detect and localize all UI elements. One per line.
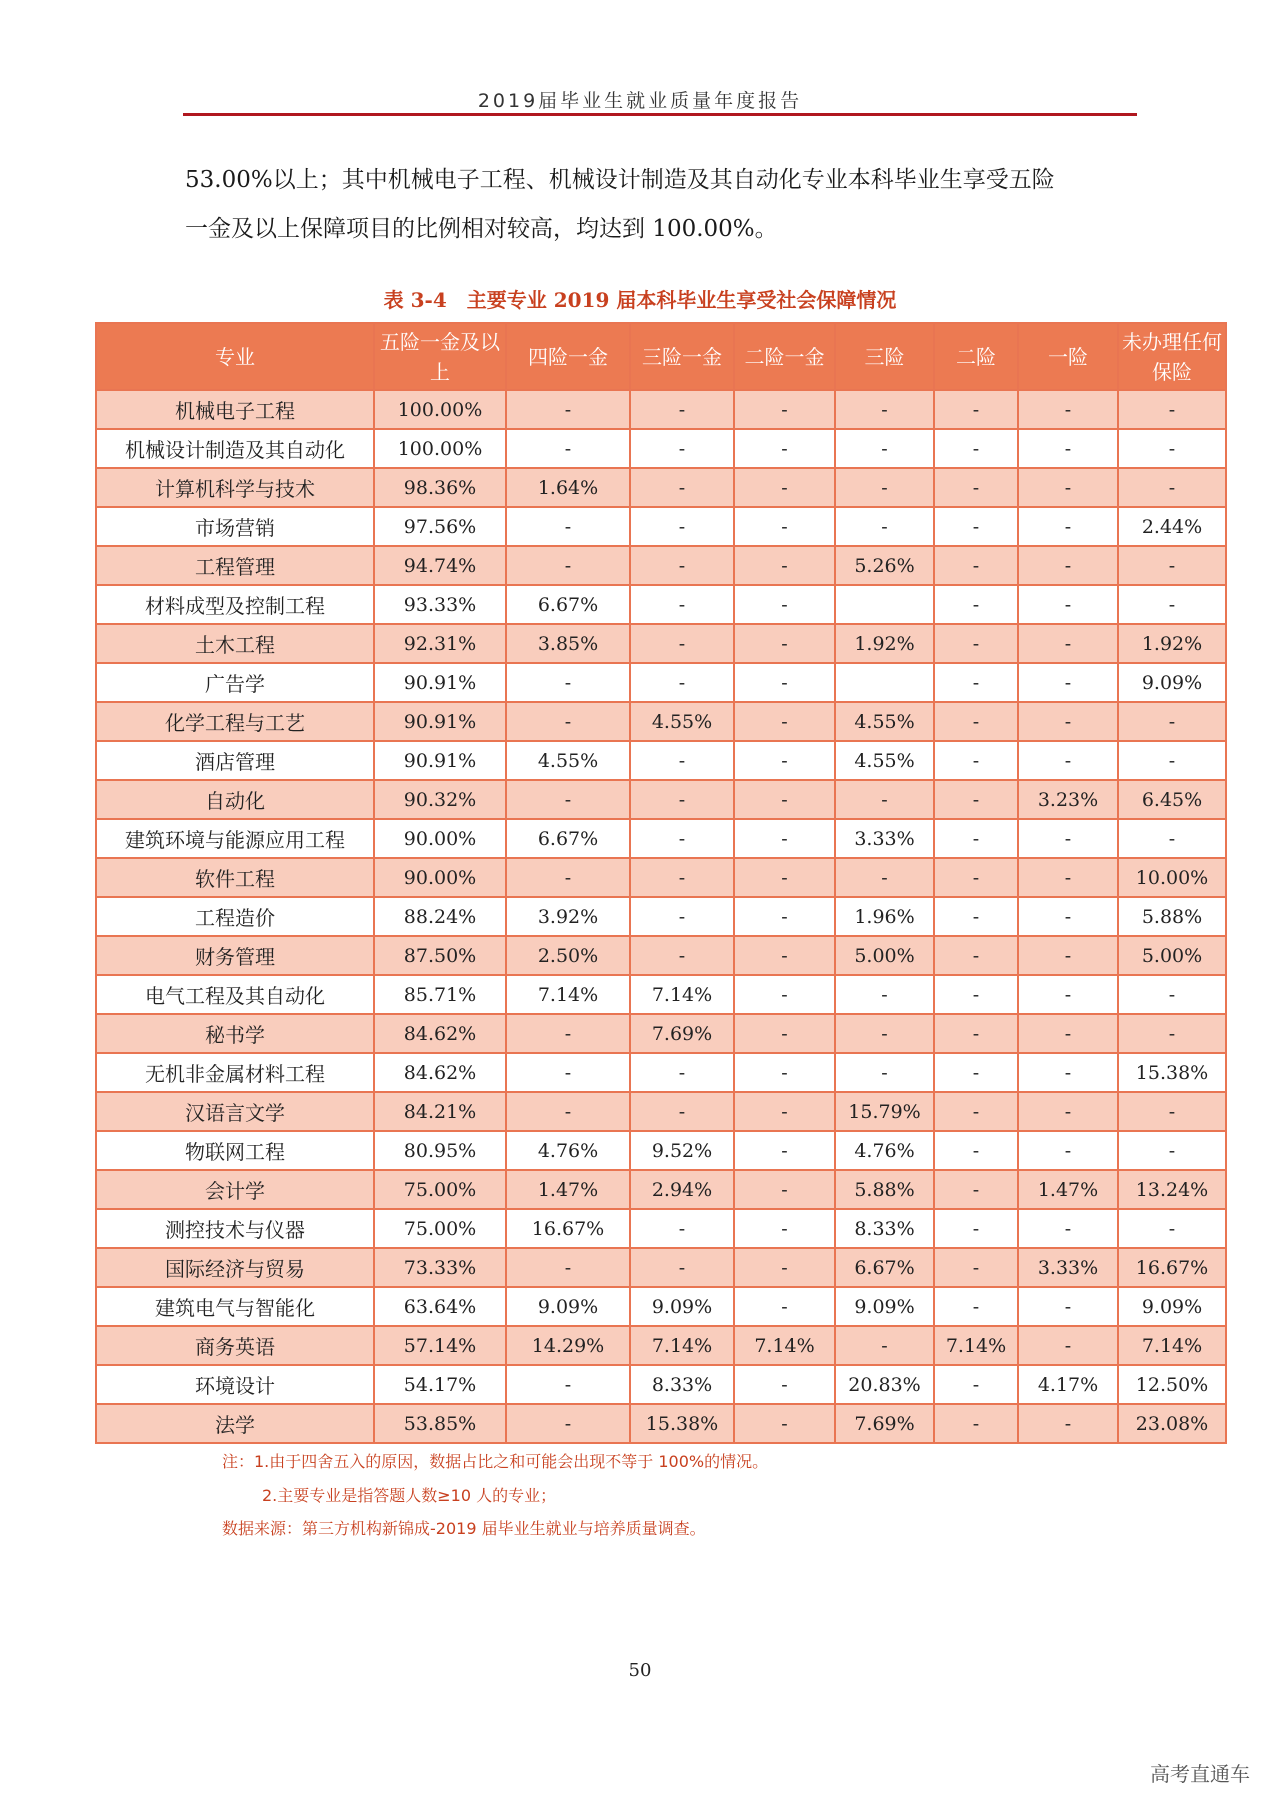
table-row: [96, 1053, 1226, 1092]
value-cell: -: [835, 1053, 934, 1092]
value-cell: -: [1118, 819, 1226, 858]
column-header: 专业: [96, 323, 374, 390]
value-cell: -: [1118, 975, 1226, 1014]
value-cell: 84.62%: [374, 1053, 506, 1092]
table-row: [96, 741, 1226, 780]
value-cell: 14.29%: [506, 1326, 630, 1365]
table-row: [96, 1209, 1226, 1248]
column-header: 一险: [1018, 323, 1118, 390]
value-cell: -: [630, 585, 734, 624]
value-cell: -: [1018, 975, 1118, 1014]
major-name-cell: 化学工程与工艺: [96, 702, 374, 741]
value-cell: 93.33%: [374, 585, 506, 624]
value-cell: -: [835, 858, 934, 897]
value-cell: -: [934, 741, 1018, 780]
value-cell: -: [934, 819, 1018, 858]
value-cell: -: [734, 507, 835, 546]
value-cell: -: [734, 1404, 835, 1443]
value-cell: -: [835, 975, 934, 1014]
value-cell: 15.38%: [1118, 1053, 1226, 1092]
value-cell: -: [1018, 585, 1118, 624]
value-cell: -: [734, 1053, 835, 1092]
value-cell: -: [506, 1092, 630, 1131]
value-cell: 1.47%: [1018, 1170, 1118, 1209]
value-cell: 9.09%: [1118, 663, 1226, 702]
value-cell: 57.14%: [374, 1326, 506, 1365]
table-row: [96, 1170, 1226, 1209]
column-header: 二险一金: [734, 323, 835, 390]
value-cell: -: [630, 429, 734, 468]
value-cell: -: [630, 858, 734, 897]
value-cell: 2.94%: [630, 1170, 734, 1209]
value-cell: -: [734, 936, 835, 975]
column-header: 四险一金: [506, 323, 630, 390]
value-cell: -: [1018, 468, 1118, 507]
value-cell: -: [734, 702, 835, 741]
major-name-cell: 无机非金属材料工程: [96, 1053, 374, 1092]
table-row: [96, 1287, 1226, 1326]
value-cell: -: [934, 936, 1018, 975]
value-cell: -: [835, 1014, 934, 1053]
table-row: [96, 897, 1226, 936]
major-name-cell: 工程造价: [96, 897, 374, 936]
value-cell: -: [1118, 1092, 1226, 1131]
value-cell: -: [506, 1014, 630, 1053]
body-paragraph-line-2: 一金及以上保障项目的比例相对较高，均达到 100.00%。: [185, 216, 778, 242]
value-cell: 5.26%: [835, 546, 934, 585]
value-cell: -: [630, 1248, 734, 1287]
major-name-cell: 商务英语: [96, 1326, 374, 1365]
value-cell: -: [630, 1092, 734, 1131]
value-cell: -: [934, 1404, 1018, 1443]
value-cell: -: [1018, 897, 1118, 936]
value-cell: -: [1018, 1326, 1118, 1365]
table-row: [96, 663, 1226, 702]
value-cell: -: [630, 819, 734, 858]
table-body: [96, 390, 1226, 1443]
value-cell: 5.00%: [1118, 936, 1226, 975]
column-header: 未办理任何保险: [1118, 323, 1226, 390]
table-row: [96, 1092, 1226, 1131]
table-row: [96, 1365, 1226, 1404]
value-cell: 98.36%: [374, 468, 506, 507]
value-cell: [835, 663, 934, 702]
major-name-cell: 物联网工程: [96, 1131, 374, 1170]
value-cell: 1.47%: [506, 1170, 630, 1209]
value-cell: -: [506, 1365, 630, 1404]
major-name-cell: 测控技术与仪器: [96, 1209, 374, 1248]
value-cell: -: [506, 858, 630, 897]
table-row: [96, 780, 1226, 819]
major-name-cell: 软件工程: [96, 858, 374, 897]
value-cell: 75.00%: [374, 1209, 506, 1248]
major-name-cell: 汉语言文学: [96, 1092, 374, 1131]
value-cell: -: [630, 1209, 734, 1248]
table-note-1: 注：1.由于四舍五入的原因，数据占比之和可能会出现不等于 100%的情况。: [222, 1452, 769, 1471]
major-name-cell: 土木工程: [96, 624, 374, 663]
value-cell: -: [934, 975, 1018, 1014]
value-cell: 94.74%: [374, 546, 506, 585]
table-row: [96, 1404, 1226, 1443]
value-cell: -: [734, 468, 835, 507]
value-cell: 4.76%: [835, 1131, 934, 1170]
social-security-table: [95, 322, 1227, 1444]
value-cell: -: [734, 975, 835, 1014]
value-cell: -: [934, 1287, 1018, 1326]
value-cell: -: [734, 390, 835, 429]
value-cell: 90.91%: [374, 741, 506, 780]
watermark: 高考直通车: [1150, 1762, 1250, 1786]
value-cell: 4.76%: [506, 1131, 630, 1170]
table-row: [96, 429, 1226, 468]
value-cell: 7.14%: [934, 1326, 1018, 1365]
value-cell: 85.71%: [374, 975, 506, 1014]
value-cell: 5.88%: [1118, 897, 1226, 936]
value-cell: 10.00%: [1118, 858, 1226, 897]
value-cell: -: [630, 468, 734, 507]
value-cell: 4.55%: [630, 702, 734, 741]
value-cell: -: [1018, 624, 1118, 663]
major-name-cell: 建筑电气与智能化: [96, 1287, 374, 1326]
value-cell: 84.62%: [374, 1014, 506, 1053]
running-header: 2019届毕业生就业质量年度报告: [477, 90, 803, 112]
value-cell: -: [1018, 390, 1118, 429]
value-cell: -: [630, 546, 734, 585]
value-cell: -: [934, 1170, 1018, 1209]
value-cell: -: [1118, 429, 1226, 468]
major-name-cell: 计算机科学与技术: [96, 468, 374, 507]
value-cell: -: [934, 1053, 1018, 1092]
column-header: 三险: [835, 323, 934, 390]
value-cell: -: [630, 741, 734, 780]
value-cell: -: [1118, 702, 1226, 741]
value-cell: 80.95%: [374, 1131, 506, 1170]
value-cell: 90.91%: [374, 663, 506, 702]
major-name-cell: 建筑环境与能源应用工程: [96, 819, 374, 858]
value-cell: -: [934, 468, 1018, 507]
value-cell: -: [630, 390, 734, 429]
value-cell: 2.44%: [1118, 507, 1226, 546]
value-cell: -: [506, 1248, 630, 1287]
table-row: [96, 624, 1226, 663]
value-cell: 2.50%: [506, 936, 630, 975]
value-cell: -: [934, 429, 1018, 468]
value-cell: 9.09%: [506, 1287, 630, 1326]
value-cell: -: [934, 585, 1018, 624]
value-cell: -: [506, 507, 630, 546]
value-cell: -: [734, 1014, 835, 1053]
value-cell: 4.17%: [1018, 1365, 1118, 1404]
value-cell: -: [1018, 663, 1118, 702]
value-cell: 73.33%: [374, 1248, 506, 1287]
value-cell: 87.50%: [374, 936, 506, 975]
value-cell: -: [506, 702, 630, 741]
value-cell: -: [630, 507, 734, 546]
value-cell: -: [734, 1131, 835, 1170]
value-cell: -: [1018, 1209, 1118, 1248]
value-cell: -: [506, 780, 630, 819]
value-cell: -: [934, 1248, 1018, 1287]
table-row: [96, 1131, 1226, 1170]
value-cell: -: [1018, 819, 1118, 858]
value-cell: -: [734, 624, 835, 663]
column-header: 三险一金: [630, 323, 734, 390]
value-cell: -: [835, 390, 934, 429]
value-cell: 4.55%: [835, 741, 934, 780]
value-cell: -: [734, 741, 835, 780]
value-cell: -: [734, 1365, 835, 1404]
value-cell: -: [1118, 741, 1226, 780]
value-cell: 3.23%: [1018, 780, 1118, 819]
value-cell: -: [1018, 1287, 1118, 1326]
value-cell: 7.69%: [630, 1014, 734, 1053]
value-cell: -: [630, 624, 734, 663]
table-row: [96, 546, 1226, 585]
value-cell: 7.14%: [1118, 1326, 1226, 1365]
major-name-cell: 自动化: [96, 780, 374, 819]
value-cell: 100.00%: [374, 429, 506, 468]
value-cell: 7.14%: [630, 975, 734, 1014]
major-name-cell: 机械电子工程: [96, 390, 374, 429]
table-row: [96, 1326, 1226, 1365]
value-cell: 6.45%: [1118, 780, 1226, 819]
value-cell: -: [934, 1014, 1018, 1053]
table-row: [96, 975, 1226, 1014]
value-cell: -: [835, 429, 934, 468]
table-row: [96, 936, 1226, 975]
value-cell: -: [734, 819, 835, 858]
value-cell: 1.92%: [1118, 624, 1226, 663]
value-cell: -: [1018, 936, 1118, 975]
major-name-cell: 市场营销: [96, 507, 374, 546]
value-cell: -: [1018, 1092, 1118, 1131]
value-cell: -: [506, 1053, 630, 1092]
header-rule: [183, 113, 1137, 116]
table-row: [96, 507, 1226, 546]
value-cell: 1.92%: [835, 624, 934, 663]
value-cell: 13.24%: [1118, 1170, 1226, 1209]
value-cell: -: [734, 546, 835, 585]
value-cell: 7.14%: [734, 1326, 835, 1365]
value-cell: 4.55%: [835, 702, 934, 741]
value-cell: -: [934, 1365, 1018, 1404]
value-cell: -: [734, 1209, 835, 1248]
value-cell: -: [630, 663, 734, 702]
value-cell: -: [934, 1131, 1018, 1170]
value-cell: -: [1118, 546, 1226, 585]
value-cell: -: [506, 1404, 630, 1443]
value-cell: -: [734, 1092, 835, 1131]
value-cell: 6.67%: [506, 585, 630, 624]
value-cell: 3.85%: [506, 624, 630, 663]
table-row: [96, 585, 1226, 624]
value-cell: 6.67%: [835, 1248, 934, 1287]
major-name-cell: 会计学: [96, 1170, 374, 1209]
table-row: [96, 858, 1226, 897]
value-cell: 15.79%: [835, 1092, 934, 1131]
value-cell: 8.33%: [835, 1209, 934, 1248]
value-cell: 7.69%: [835, 1404, 934, 1443]
major-name-cell: 机械设计制造及其自动化: [96, 429, 374, 468]
value-cell: 1.64%: [506, 468, 630, 507]
table-row: [96, 1248, 1226, 1287]
body-paragraph-line-1: 53.00%以上；其中机械电子工程、机械设计制造及其自动化专业本科毕业生享受五险: [185, 167, 1055, 193]
value-cell: -: [934, 858, 1018, 897]
column-header: 五险一金及以上: [374, 323, 506, 390]
value-cell: 3.33%: [1018, 1248, 1118, 1287]
value-cell: 53.85%: [374, 1404, 506, 1443]
major-name-cell: 环境设计: [96, 1365, 374, 1404]
value-cell: 23.08%: [1118, 1404, 1226, 1443]
value-cell: 5.88%: [835, 1170, 934, 1209]
value-cell: -: [734, 663, 835, 702]
value-cell: -: [835, 468, 934, 507]
value-cell: -: [1018, 858, 1118, 897]
value-cell: -: [1018, 1014, 1118, 1053]
table-caption: 表 3-4 主要专业 2019 届本科毕业生享受社会保障情况: [383, 288, 897, 312]
value-cell: 12.50%: [1118, 1365, 1226, 1404]
table-row: [96, 468, 1226, 507]
value-cell: 88.24%: [374, 897, 506, 936]
value-cell: -: [1118, 390, 1226, 429]
value-cell: -: [835, 1326, 934, 1365]
value-cell: 90.00%: [374, 819, 506, 858]
value-cell: -: [1018, 1404, 1118, 1443]
value-cell: 100.00%: [374, 390, 506, 429]
value-cell: 90.32%: [374, 780, 506, 819]
value-cell: 16.67%: [1118, 1248, 1226, 1287]
value-cell: 54.17%: [374, 1365, 506, 1404]
value-cell: -: [734, 1248, 835, 1287]
value-cell: -: [934, 507, 1018, 546]
table-row: [96, 390, 1226, 429]
value-cell: -: [1018, 507, 1118, 546]
value-cell: 63.64%: [374, 1287, 506, 1326]
major-name-cell: 酒店管理: [96, 741, 374, 780]
value-cell: -: [1118, 1209, 1226, 1248]
value-cell: -: [835, 780, 934, 819]
value-cell: -: [734, 1287, 835, 1326]
value-cell: -: [934, 1209, 1018, 1248]
value-cell: -: [934, 663, 1018, 702]
value-cell: 9.09%: [835, 1287, 934, 1326]
value-cell: -: [1018, 1053, 1118, 1092]
value-cell: -: [506, 546, 630, 585]
value-cell: 1.96%: [835, 897, 934, 936]
value-cell: -: [934, 897, 1018, 936]
major-name-cell: 国际经济与贸易: [96, 1248, 374, 1287]
value-cell: 4.55%: [506, 741, 630, 780]
value-cell: -: [734, 897, 835, 936]
value-cell: -: [734, 780, 835, 819]
value-cell: -: [934, 1092, 1018, 1131]
value-cell: -: [734, 429, 835, 468]
value-cell: 7.14%: [506, 975, 630, 1014]
value-cell: 9.09%: [1118, 1287, 1226, 1326]
value-cell: 84.21%: [374, 1092, 506, 1131]
value-cell: 90.91%: [374, 702, 506, 741]
value-cell: -: [1018, 1131, 1118, 1170]
value-cell: -: [934, 390, 1018, 429]
value-cell: -: [630, 936, 734, 975]
value-cell: -: [506, 663, 630, 702]
value-cell: -: [1118, 1014, 1226, 1053]
value-cell: 9.52%: [630, 1131, 734, 1170]
table-header-row: [96, 323, 1226, 390]
value-cell: 5.00%: [835, 936, 934, 975]
major-name-cell: 材料成型及控制工程: [96, 585, 374, 624]
value-cell: -: [734, 585, 835, 624]
value-cell: 6.67%: [506, 819, 630, 858]
value-cell: -: [835, 507, 934, 546]
value-cell: -: [630, 780, 734, 819]
value-cell: -: [934, 546, 1018, 585]
value-cell: 8.33%: [630, 1365, 734, 1404]
major-name-cell: 法学: [96, 1404, 374, 1443]
major-name-cell: 财务管理: [96, 936, 374, 975]
value-cell: -: [506, 429, 630, 468]
major-name-cell: 电气工程及其自动化: [96, 975, 374, 1014]
table-note-2: 2.主要专业是指答题人数≥10 人的专业；: [262, 1486, 557, 1505]
value-cell: -: [934, 780, 1018, 819]
page-number: 50: [628, 1660, 652, 1681]
value-cell: -: [630, 1053, 734, 1092]
value-cell: -: [1118, 585, 1226, 624]
value-cell: 9.09%: [630, 1287, 734, 1326]
value-cell: 20.83%: [835, 1365, 934, 1404]
value-cell: -: [1018, 741, 1118, 780]
value-cell: 15.38%: [630, 1404, 734, 1443]
table-row: [96, 819, 1226, 858]
column-header: 二险: [934, 323, 1018, 390]
major-name-cell: 秘书学: [96, 1014, 374, 1053]
major-name-cell: 工程管理: [96, 546, 374, 585]
value-cell: 3.33%: [835, 819, 934, 858]
value-cell: -: [1118, 1131, 1226, 1170]
value-cell: -: [630, 897, 734, 936]
value-cell: -: [506, 390, 630, 429]
value-cell: -: [1118, 468, 1226, 507]
value-cell: [835, 585, 934, 624]
major-name-cell: 广告学: [96, 663, 374, 702]
value-cell: -: [934, 702, 1018, 741]
value-cell: -: [1018, 429, 1118, 468]
value-cell: 16.67%: [506, 1209, 630, 1248]
value-cell: 97.56%: [374, 507, 506, 546]
table-row: [96, 1014, 1226, 1053]
value-cell: -: [934, 624, 1018, 663]
value-cell: -: [734, 1170, 835, 1209]
value-cell: -: [1018, 546, 1118, 585]
value-cell: 3.92%: [506, 897, 630, 936]
value-cell: 75.00%: [374, 1170, 506, 1209]
value-cell: 90.00%: [374, 858, 506, 897]
value-cell: 7.14%: [630, 1326, 734, 1365]
value-cell: -: [1018, 702, 1118, 741]
value-cell: -: [734, 858, 835, 897]
value-cell: 92.31%: [374, 624, 506, 663]
table-row: [96, 702, 1226, 741]
data-source-note: 数据来源：第三方机构新锦成-2019 届毕业生就业与培养质量调查。: [222, 1519, 706, 1538]
